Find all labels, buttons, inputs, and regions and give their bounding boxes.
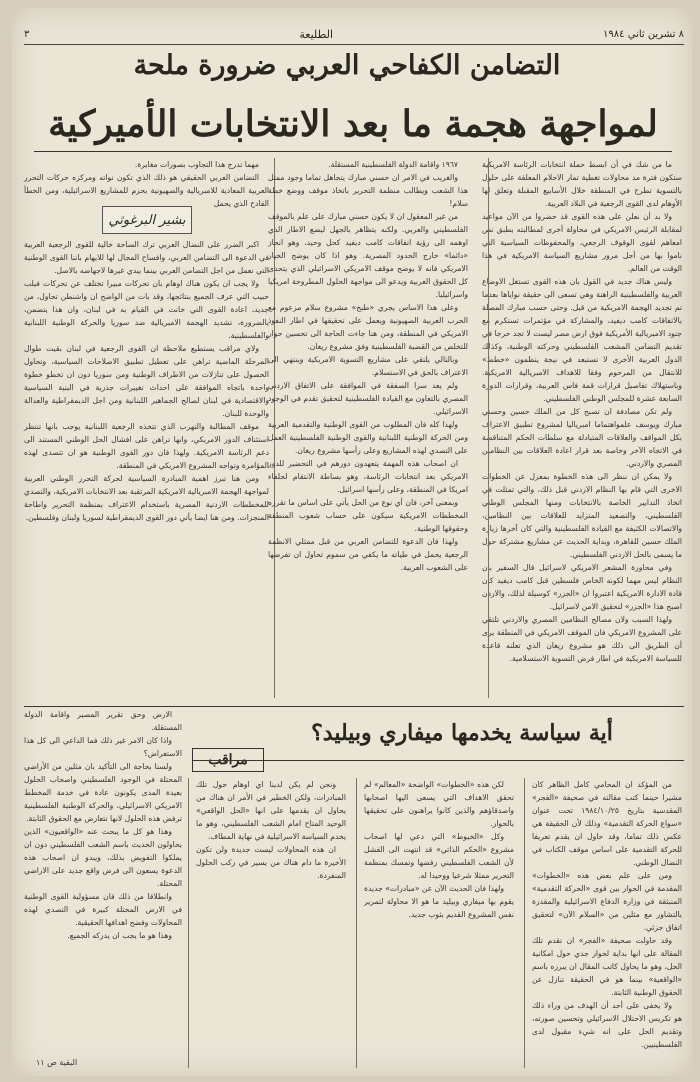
paragraph: من المؤكد ان المحامي كامل الظاهر كان مشيرا حينما كتب مقالته في صحيفة «الفجر» المقدسية بتاريخ ١٩٨٤/١٠/٢٥ تحت عنوان «سواع الحركة التقدمية» وذلك لأن الحقيقة هي عكس ذلك تماما، وقد حاول ان يقدم تعريفا للحركة التقدمية على اساس موقف الكتاب في النضال الوطني. [532,780,682,867]
paragraph: ولهذا فان الدعوة للتضامن العربي من قبل ممثلي الانظمة الرجعية يحمل في طياته ما يكفي من سموم تحاول ان تفرضها على الشعوب العربية. [268,537,468,572]
paragraph: ولهذا فان الحديث الآن عن «مبادرات» جديدة يقوم بها ميفاري وبيليد ما هو الا محاولة لتمرير نفس المشروع القديم بثوب جديد. [364,884,514,919]
paragraph: ١٩٦٧ واقامة الدولة الفلسطينية المستقلة. [328,160,458,169]
column-label-box: مراقب [192,748,264,772]
second-article-column-middle-left [196,778,346,1068]
paragraph: وهذا هو ما يجب ان يدركه الجميع. [67,931,172,940]
paragraph: لكن هذه «الخطوات» الواضحة «المعالم» لم تحقق الاهداف التي يسعى اليها اصحابها واصدقاؤهم والذين كانوا يراهنون على تحقيقها بالحوار. [364,780,514,828]
paragraph: وليس هناك جديد في القول بان هذه القوى تستغل الاوضاع العربية والفلسطينية الراهنة وهي تسعى الى حقيقة نواياها بعدما تم تجديد الهجمة الامريكية من قبل. وحتى حسب مبارك المصلة بالاتفاقات كامب ديفيد، والمشاركة في مؤتمرات تستكرم مع جنود الامبريالية الأمريكية فوق ارض مصر ليست لا تجد حرجا في تقديم التضامن المشعب الفلسطيني وحركته الوطنية، وكذلك الدول العربية الأخرى لا تستبعد في نيجة ينظمون «خطط» للانتقال من المرحوم وفقا للاهداف الامبريالية الامريكية. وباستهلاك تفاصيل قرارات قمة فاس العربية، وقرارات الدورة السابعة عشرة للمجلس الوطني الفلسطيني. [482,277,682,403]
paragraph: مهما تدرج هذا التجاوب بصورات مغايرة. [134,160,259,169]
paragraph: ولا يمكن ان ننظر الى هذه الخطوة بمعزل عن الخطوات الاخرى التي قام بها النظام الاردني قبل ذلك، والتي تمثلت في اتخاذ التدابير الخاصة بالانتخابات ومنها المجلس الوطني الفلسطيني، والتصعيد المتزايد للعلاقات بين النظامين، والاتصالات الكثيفة مع القيادة الفلسطينية والتي كان آخرها زيارة الملك حسين للقاهرة، وبداية الحديث عن مشاريع مشتركة حول ما يسمى بالحل الاردني الفلسطيني. [482,472,682,559]
paragraph: موقف المطالبة والتهرب الذي تتخذه الرجعية اللبنانية يوجب بانها تنتظر استئناف الدور الامريكي، وانها تراهن على افشال الحل الوطني المستند الى دعم الرئاسة الامريكية. ولهذا فان دور القوى الوطنية هو ان تتصدى لهذه المؤامرة وتواجه المشروع الامريكي في المنطقة. [24,422,269,470]
main-article-column-middle [268,158,468,698]
paragraph: وعلى هذا الاساس يجري «طبخ» مشروع سلام مزعوم مع الحرب العربية الصهيونية ويعمل على تحقيقها في اطار النفوذ الامريكي في المنطقة، ومن هنا جاءت الحاجة الى تحسين حوار للتخلص من القضية الفلسطينية وفق مشروع ريغان. [268,303,468,351]
paragraph: وهذا هو كل ما يبحث عنه «الواقعيون» الذين يحاولون الحديث باسم الشعب الفلسطيني دون ان يملكوا التفويض بذلك، ويبدو ان اصحاب هذه الدعوة يسعون الى فرض واقع جديد على الاراضي المحتلة. [24,827,182,888]
paragraph: ولا يجب ان يكون هناك اوهام بان تحركات مبيرا تختلف عن تحركات فيلب حبيب التي عرف الجميع بنتائجها، وقد بات من الواضح ان واشنطن تحاول، من جديد، اعادة القوى التي خانت في القيام به في لبنان، وان هذا يتضمن، بالضرورة، تشديد الهجمة الامبريالية ضد سوريا والحركة الوطنية اللبنانية والفلسطينية. [24,279,269,340]
second-headline: أية سياسة يخدمها ميفاري وبيليد؟ [311,720,613,746]
continued-note: البقية ص ١١ [36,1058,78,1067]
main-article-column-left [24,238,269,698]
paragraph: التضامن العربي الحقيقي هو ذلك الذي تكون نواته ومركزه حركات التحرر العربية المعادية للامبريالية والصهيونية بحزم للمشاريع الاسرائيلية، ومن الخطأ القادح الذي يحمل [24,173,269,208]
second-article-column-left [24,708,182,1053]
paragraph: وفي محاورة المشعر الامريكي لاسرائيل قال السفير بان النظام ليس مهما لكونه الخاص فلسطين قبل كامب ديفيد كان قادة الادارة الامريكية اعتبروا ان «الجزر» كوسيلة لذلك، والاردن اصبح هذا «الجزر» لتحقيق الامن لاسرائيل. [482,563,682,611]
paragraph: ومن على علم بعض هذه «الخطوات» المقدمة في الحوار بين قوى «الحركة التقدمية» المنبثقة في وزارة الدفاع الاسرائيلية والمقدرة بالتشاور مع مثلين من «السلام الآن» لتحقيق اتفاق جزئي. [532,871,682,932]
author-byline: بشير البرغوثي [102,206,192,234]
masthead: الطليعة [299,27,334,41]
second-article-column-right [532,778,682,1068]
page-header [24,26,684,45]
paragraph: وقد حاولت صحيفة «الفجر» ان تقدم تلك المقالة على انها بداية لحوار جدي حول امكانية الحل، وهو ما يحاول كاتب المقال ان يبرره باسم «الواقعية» بينما هو في الحقيقة تنازل عن الحقوق الوطنية الثابتة. [532,936,682,997]
paragraph: ولم تكن مصادفة ان تصبح كل من الملك حسين وحسني مبارك ويوسف علمواهتماما امبرياليا لمشروع تطبيق الاعتراف بكل المواقف والعلاقات المتبادلة مع سلطات الحكم المتناقضة في الاتجاه الآخر وخاصة بعد قرار اعادة العلاقات بين النظامين المصري والاردني. [482,407,682,468]
headline-rule [192,760,684,761]
paragraph: الارض وحق تقرير المصير واقامة الدولة المستقلة. [24,710,182,732]
main-headline: التضامن الكفاحي العربي ضرورة ملحة [133,50,561,81]
paragraph: ونحن لم يكن لدينا اي اوهام حول تلك المبادرات، ولكن الخطير في الأمر ان هناك من يحاول ان يقدمها على انها «الحل الواقعي» الوحيد المتاح امام الشعب الفلسطيني، وهو ما يخدم السياسة الاسرائيلية في نهاية المطاف. [196,780,346,841]
paragraph: ان هذه المحاولات ليست جديدة ولن تكون الأخيرة ما دام هناك من يسير في ركب الحلول المنفردة. [196,845,346,880]
paragraph: والغريب في الامر ان حسني مبارك يتجاهل تماما وجود ممثل هذا الشعب ويطالب منظمة التحرير باتخاذ موقف ووضع خطة سلام! [268,173,468,208]
second-article-column-middle [364,778,514,1068]
paragraph: وكل «الخيوط» التي دعي لها اصحاب مشروع «الحكم الذاتي» قد انتهت الى الفشل لأن الشعب الفلسطيني رفضها وتمسك بمنظمة التحرير ممثلا شرعيا ووحيدا له. [364,832,514,880]
issue-date: ٨ تشرين ثاني ١٩٨٤ [603,28,684,40]
newspaper-page [12,8,692,1076]
paragraph: ما من شك في أن ابسط حملة انتخابات الرئاسة الامريكية ستكون فترة مد محاولات تغطية تمار الاحلام المعلقة على حلول بالتسوية تطرح في المنطقة خلال الأسابيع المقبلة وتعلق لها الأوهام لدى القوى الرجعية في البلاد العربية. [482,160,682,208]
paragraph: ولاي مراقب يستطيع ملاحظة ان القوى الرجعية في لبنان بقيت طوال المرحلة الماضية تراهن على تعطيل تطبيق الاصلاحات السياسية، وتحاول الحصول على تنازلات من الاطراف الوطنية ومن سوريا دون ان تخطو خطوة واحدة باتجاه الموافقة على احداث تغييرات جذرية في البنية السياسية والاقتصادية في لبنان لصالح الجماهير اللبنانية ومن اجل الديمقراطية والعدالة والوحدة للبنان. [24,344,269,418]
section-divider [24,706,684,707]
paragraph: وانطلاقا من ذلك فان مسؤولية القوى الوطنية في الارض المحتلة كبيرة في التصدي لهذه المحاولات وفضح اهدافها الحقيقية. [24,892,182,927]
main-article-column-left-top [24,158,269,208]
paragraph: ولهذا كله فان المطلوب من القوى الوطنية والتقدمية العربية ومن الحركة الوطنية اللبنانية والقوى الوطنية الفلسطينية العمل على التصدي لهذه المشاريع وعلى رأسها مشروع ريغان. [268,420,468,455]
column-divider [188,778,189,1068]
paragraph: ومن هنا تبرز اهمية المبادرة السياسية لحركة التحرر الوطني العربية لمواجهة الهجمة الامبريالية الامريكية المرتقبة بعد الانتخابات الامريكية، والتصدي للمخططات الاردنية المصرية باستخدام الاعتراف بمنظمة التحرير واطاحة المنجزات. ومن هنا ايضا يأتي دور القوى الديمقراطية لسوريا ولبنان وفلسطين. [24,474,269,522]
column-divider [488,158,489,698]
paragraph: وبالتالي يلتقي على مشاريع التسوية الامريكية وينتهي الى الاعتراف بالحق في الاستسلام. [268,355,468,377]
paragraph: ولا بد أن نعلن على هذه القوى قد حضروا من الآن مواعيد لمقابلة الرئيس الامريكي في محاولة أخرى لمطالبته بطبق نص امعاهم لقوى الوقوف الرجعي، والمحفوظات السياسية التي ناموا بها من أجل مرور مشاريع السياسة الامريكية في هذا الوقت من العالم. [482,212,682,273]
paragraph: من غير المعقول ان لا يكون حسني مبارك على علم بالموقف الفلسطيني والعربي. ولكنه يتظاهر بالجهل ليضع الاطار الذي اوهمه الى رؤية اتفاقات كامب ديفيد كحل وحيد، وهو انحاز «دائما» خارج الحدود المصرية. وهو اذا كان يوضح الخيار الامريكي فانه لا يوضح موقف الامريكي الاسرائيلي الذي يتحدى كل الحقوق العربية ويدعو الى مواجهة الحلول المطروحة امريكيا واسرائيليا. [268,212,468,299]
paragraph: ولهذا السبب ولان مصالح النظامين المصري والاردني تلتقي على المشروع الامريكي فان الموقف الامريكي في المنطقة يرى أن الطريق الى ذلك هو مشروع ريغان الذي تعلنه قاعدة للسياسة الامريكية في اطار فرض التسوية الاستسلامية. [482,615,682,663]
paragraph: واذا كان الامر غير ذلك فما الداعي الى كل هذا الاستعراض؟ [24,736,182,758]
page-number: ٣ [24,28,30,40]
column-divider [356,778,357,1068]
paragraph: ولسنا بحاجة الى التأكيد بان مثلين من الأراضي المحتلة في الوجود الفلسطيني واصحاب الحلول بعيدة المدى يكونون عادة في خدمة المخطط الامريكي الاسرائيلي، والحركة الوطنية الفلسطينية ترفض هذه الحلول لانها تتعارض مع الحقوق الثابتة. [24,762,182,823]
main-subheadline: لمواجهة هجمة ما بعد الانتخابات الأميركية [34,103,672,152]
paragraph: وبمعنى آخر، فان أي نوع من الحل يأتي على اساس ما تقرره المخططات الامريكية سيكون على حساب شعوب المنطقة وحقوقها الوطنية. [268,498,468,533]
paragraph: ان اصحاب هذه المهمة يتعهدون دورهم في التحضير للدور الامريكي بعد انتخابات الرئاسة، وهو بساطة الانتقام لحلفاء امريكا في المنطقة، وعلى رأسها اسرائيل. [268,459,468,494]
paragraph: ولا يخفى على أحد أن الهدف من وراء ذلك هو تكريس الاحتلال الاسرائيلي وتحسين صورته، وتقديم الحل على انه شيء مقبول لدى الفلسطينيين. [532,1001,682,1049]
paragraph: ولم يعد سرا الصفقة في الموافقة على الاتفاق الاردني المصري بالتعاون مع القيادة الفلسطينية لتحقيق تقدم في الوجود الاسرائيلي. [268,381,468,416]
column-divider [524,778,525,1068]
paragraph: اكبر الضرر على النضال العربي ترك الساحة خالية للقوى الرجعية العربية في الدعوة الى التضامن العربي، وافساح المجال لها للايهام باننا القوى الوطنية التي نعمل من اجل التضامن العربي بينما يبدي غيرها لاجهاضه بالاصل. [24,240,269,275]
main-article-column-right [482,158,682,698]
